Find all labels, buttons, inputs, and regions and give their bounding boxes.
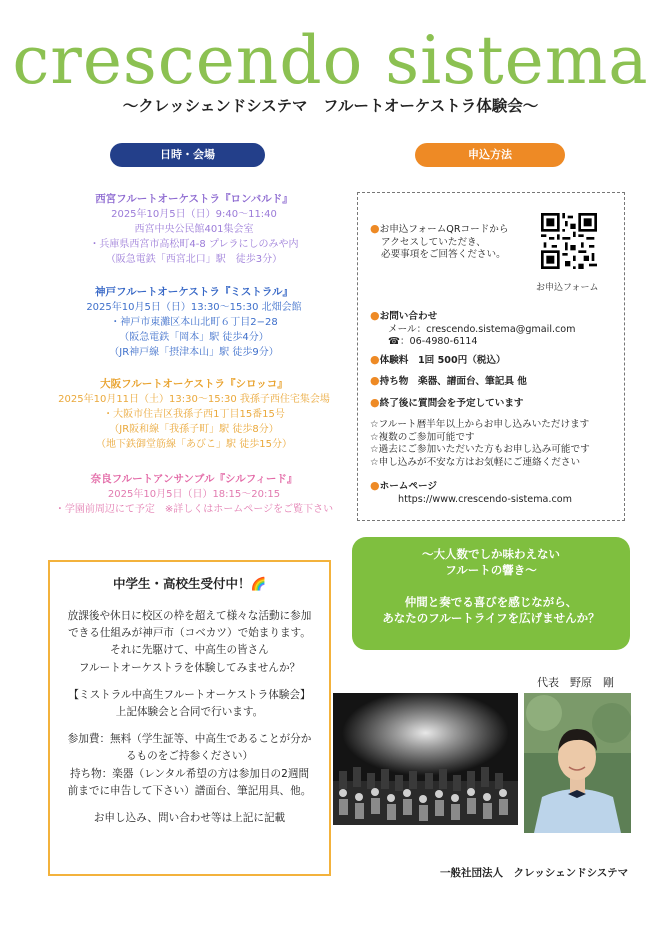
contact-section: ●お問い合わせ メール：crescendo.sistema@gmail.com ☎：06-4980-6114 <box>370 309 576 347</box>
youth-line: 前までに申告して下さい）譜面台、筆記用具、他。 <box>67 784 312 797</box>
venue-title: 西宮フルートオーケストラ『ロンバルド』 <box>95 193 293 205</box>
note-item: ☆複数のご参加可能です <box>370 431 475 443</box>
qr-text-line: アクセスしていただき、 <box>381 236 486 248</box>
youth-line: 上記体験会と合同で行います。 <box>115 706 264 719</box>
qa-line: ●終了後に質問会を予定しています <box>370 396 524 409</box>
venue-osaka <box>0 377 388 452</box>
items-line: ●持ち物 楽器、譜面台、筆記具 他 <box>370 374 527 387</box>
venue-title: 大阪フルートオーケストラ『シロッコ』 <box>100 378 288 390</box>
homepage-section: ●ホームページ https://www.crescendo-sistema.com <box>370 479 572 505</box>
orchestra-photo <box>333 693 518 825</box>
qr-text-line: お申込フォームQRコードから <box>379 224 509 235</box>
venue-nara <box>0 472 388 517</box>
venue-line: 2025年10月11日（土）13:30〜15:30 我孫子西住宅集会場 <box>58 394 330 405</box>
application-box <box>357 192 625 521</box>
venue-title: 奈良フルートアンサンブル『シルフィード』 <box>90 473 298 485</box>
venue-kobe <box>0 285 388 360</box>
application-method-pill: 申込方法 <box>415 143 565 167</box>
venue-title: 神戸フルートオーケストラ『ミストラル』 <box>94 286 294 298</box>
venue-line: 西宮中央公民館401集会室 <box>134 224 254 235</box>
fee-line: ●体験料 1回 500円（税込） <box>370 353 506 366</box>
venue-line: （JR神戸線「摂津本山」駅 徒歩9分） <box>109 347 279 358</box>
representative-name: 代表 野原 剛 <box>537 676 614 689</box>
page-title: crescendo sistema <box>12 22 649 99</box>
venue-line: （地下鉄御堂筋線「あびこ」駅 徒歩15分） <box>96 439 292 450</box>
youth-line: 持ち物：楽器（レンタル希望の方は参加日の2週間 <box>69 767 310 780</box>
homepage-link[interactable]: https://www.crescendo-sistema.com <box>398 493 572 505</box>
youth-body <box>58 608 321 837</box>
youth-line: フルートオーケストラを体験してみませんか？ <box>78 661 301 674</box>
qr-text-line: 必要事項をご回答ください。 <box>381 249 506 260</box>
youth-line: できる仕組みが神戸市（コベカツ）で始まります。 <box>68 627 311 640</box>
qa-text: 終了後に質問会を予定しています <box>379 398 524 409</box>
representative-photo <box>524 693 631 833</box>
venue-line: ・神戸市東灘区本山北町６丁目2−28 <box>110 317 278 328</box>
venue-line: （阪急電鉄「西宮北口」駅 徒歩3分） <box>105 254 283 265</box>
venue-line: （阪急電鉄「岡本」駅 徒歩4分） <box>119 332 269 343</box>
tagline-spacer <box>352 578 630 594</box>
tagline-line: 仲間と奏でる喜びを感じながら、 <box>404 595 578 609</box>
youth-paragraph <box>58 731 321 800</box>
organization-name: 一般社団法人 クレッシェンドシステマ <box>440 867 629 879</box>
qr-label: お申込フォーム <box>536 283 599 293</box>
youth-line: 【ミストラル中高生フルートオーケストラ体験会】 <box>68 688 311 701</box>
page-subtitle: 〜クレッシェンドシステマ フルートオーケストラ体験会〜 <box>122 97 539 115</box>
tagline-line: フルートの響き〜 <box>445 563 537 577</box>
youth-paragraph <box>58 687 321 721</box>
youth-line: 放課後や休日に校区の枠を超えて様々な活動に参加 <box>67 610 312 622</box>
contact-email[interactable]: メール：crescendo.sistema@gmail.com <box>388 323 576 335</box>
venue-line: 2025年10月5日（日）18:15〜20:15 <box>107 489 281 500</box>
tagline-line: 〜大人数でしか味わえない <box>422 547 560 561</box>
youth-line: るものをご持参ください） <box>125 750 254 763</box>
youth-heading: 中学生・高校生受付中！🌈 <box>112 576 267 591</box>
note-item: ☆過去にご参加いただいた方もお申し込み可能です <box>370 444 590 455</box>
venue-nishinomiya <box>0 192 388 267</box>
fee-text: 体験料 1回 500円（税込） <box>379 355 506 366</box>
venue-line: ・大阪市住吉区我孫子西1丁目15番15号 <box>103 409 285 420</box>
note-item: ☆申し込みが不安な方はお気軽にご連絡ください <box>370 456 581 468</box>
venue-line: ・学園前周辺にて予定 ※詳しくはホームページをご覧下さい <box>54 504 334 515</box>
items-text: 持ち物 楽器、譜面台、筆記具 他 <box>379 376 527 387</box>
venue-line: （JR阪和線「我孫子町」駅 徒歩8分） <box>109 424 279 435</box>
youth-line: 参加費：無料（学生証等、中高生であることが分か <box>67 733 312 746</box>
contact-phone[interactable]: ☎：06-4980-6114 <box>388 336 478 347</box>
youth-line: お申し込み、問い合わせ等は上記に記載 <box>93 812 286 825</box>
venue-line: 2025年10月5日（日）13:30〜15:30 北畑会館 <box>86 302 302 313</box>
venue-line: 2025年10月5日（日）9:40〜11:40 <box>111 209 277 220</box>
youth-line: それに先駆けて、中高生の皆さん <box>110 644 269 657</box>
youth-paragraph <box>58 810 321 827</box>
youth-paragraph <box>58 608 321 677</box>
homepage-heading: ホームページ <box>379 481 437 492</box>
note-item: ☆フルート暦半年以上からお申し込みいただけます <box>370 419 590 430</box>
youth-recruitment-box <box>48 560 331 876</box>
qr-instructions: ●お申込フォームQRコードから アクセスしていただき、 必要事項をご回答ください。 <box>370 222 509 260</box>
tagline-box <box>352 537 630 650</box>
venue-line: ・兵庫県西宮市高松町4-8 プレラにしのみや内 <box>89 239 299 250</box>
schedule-venue-pill: 日時・会場 <box>110 143 265 167</box>
qr-code[interactable] <box>541 213 597 269</box>
contact-heading: お問い合わせ <box>379 311 438 322</box>
notes-list <box>370 419 590 469</box>
tagline-line: あなたのフルートライフを広げませんか？ <box>382 611 600 625</box>
